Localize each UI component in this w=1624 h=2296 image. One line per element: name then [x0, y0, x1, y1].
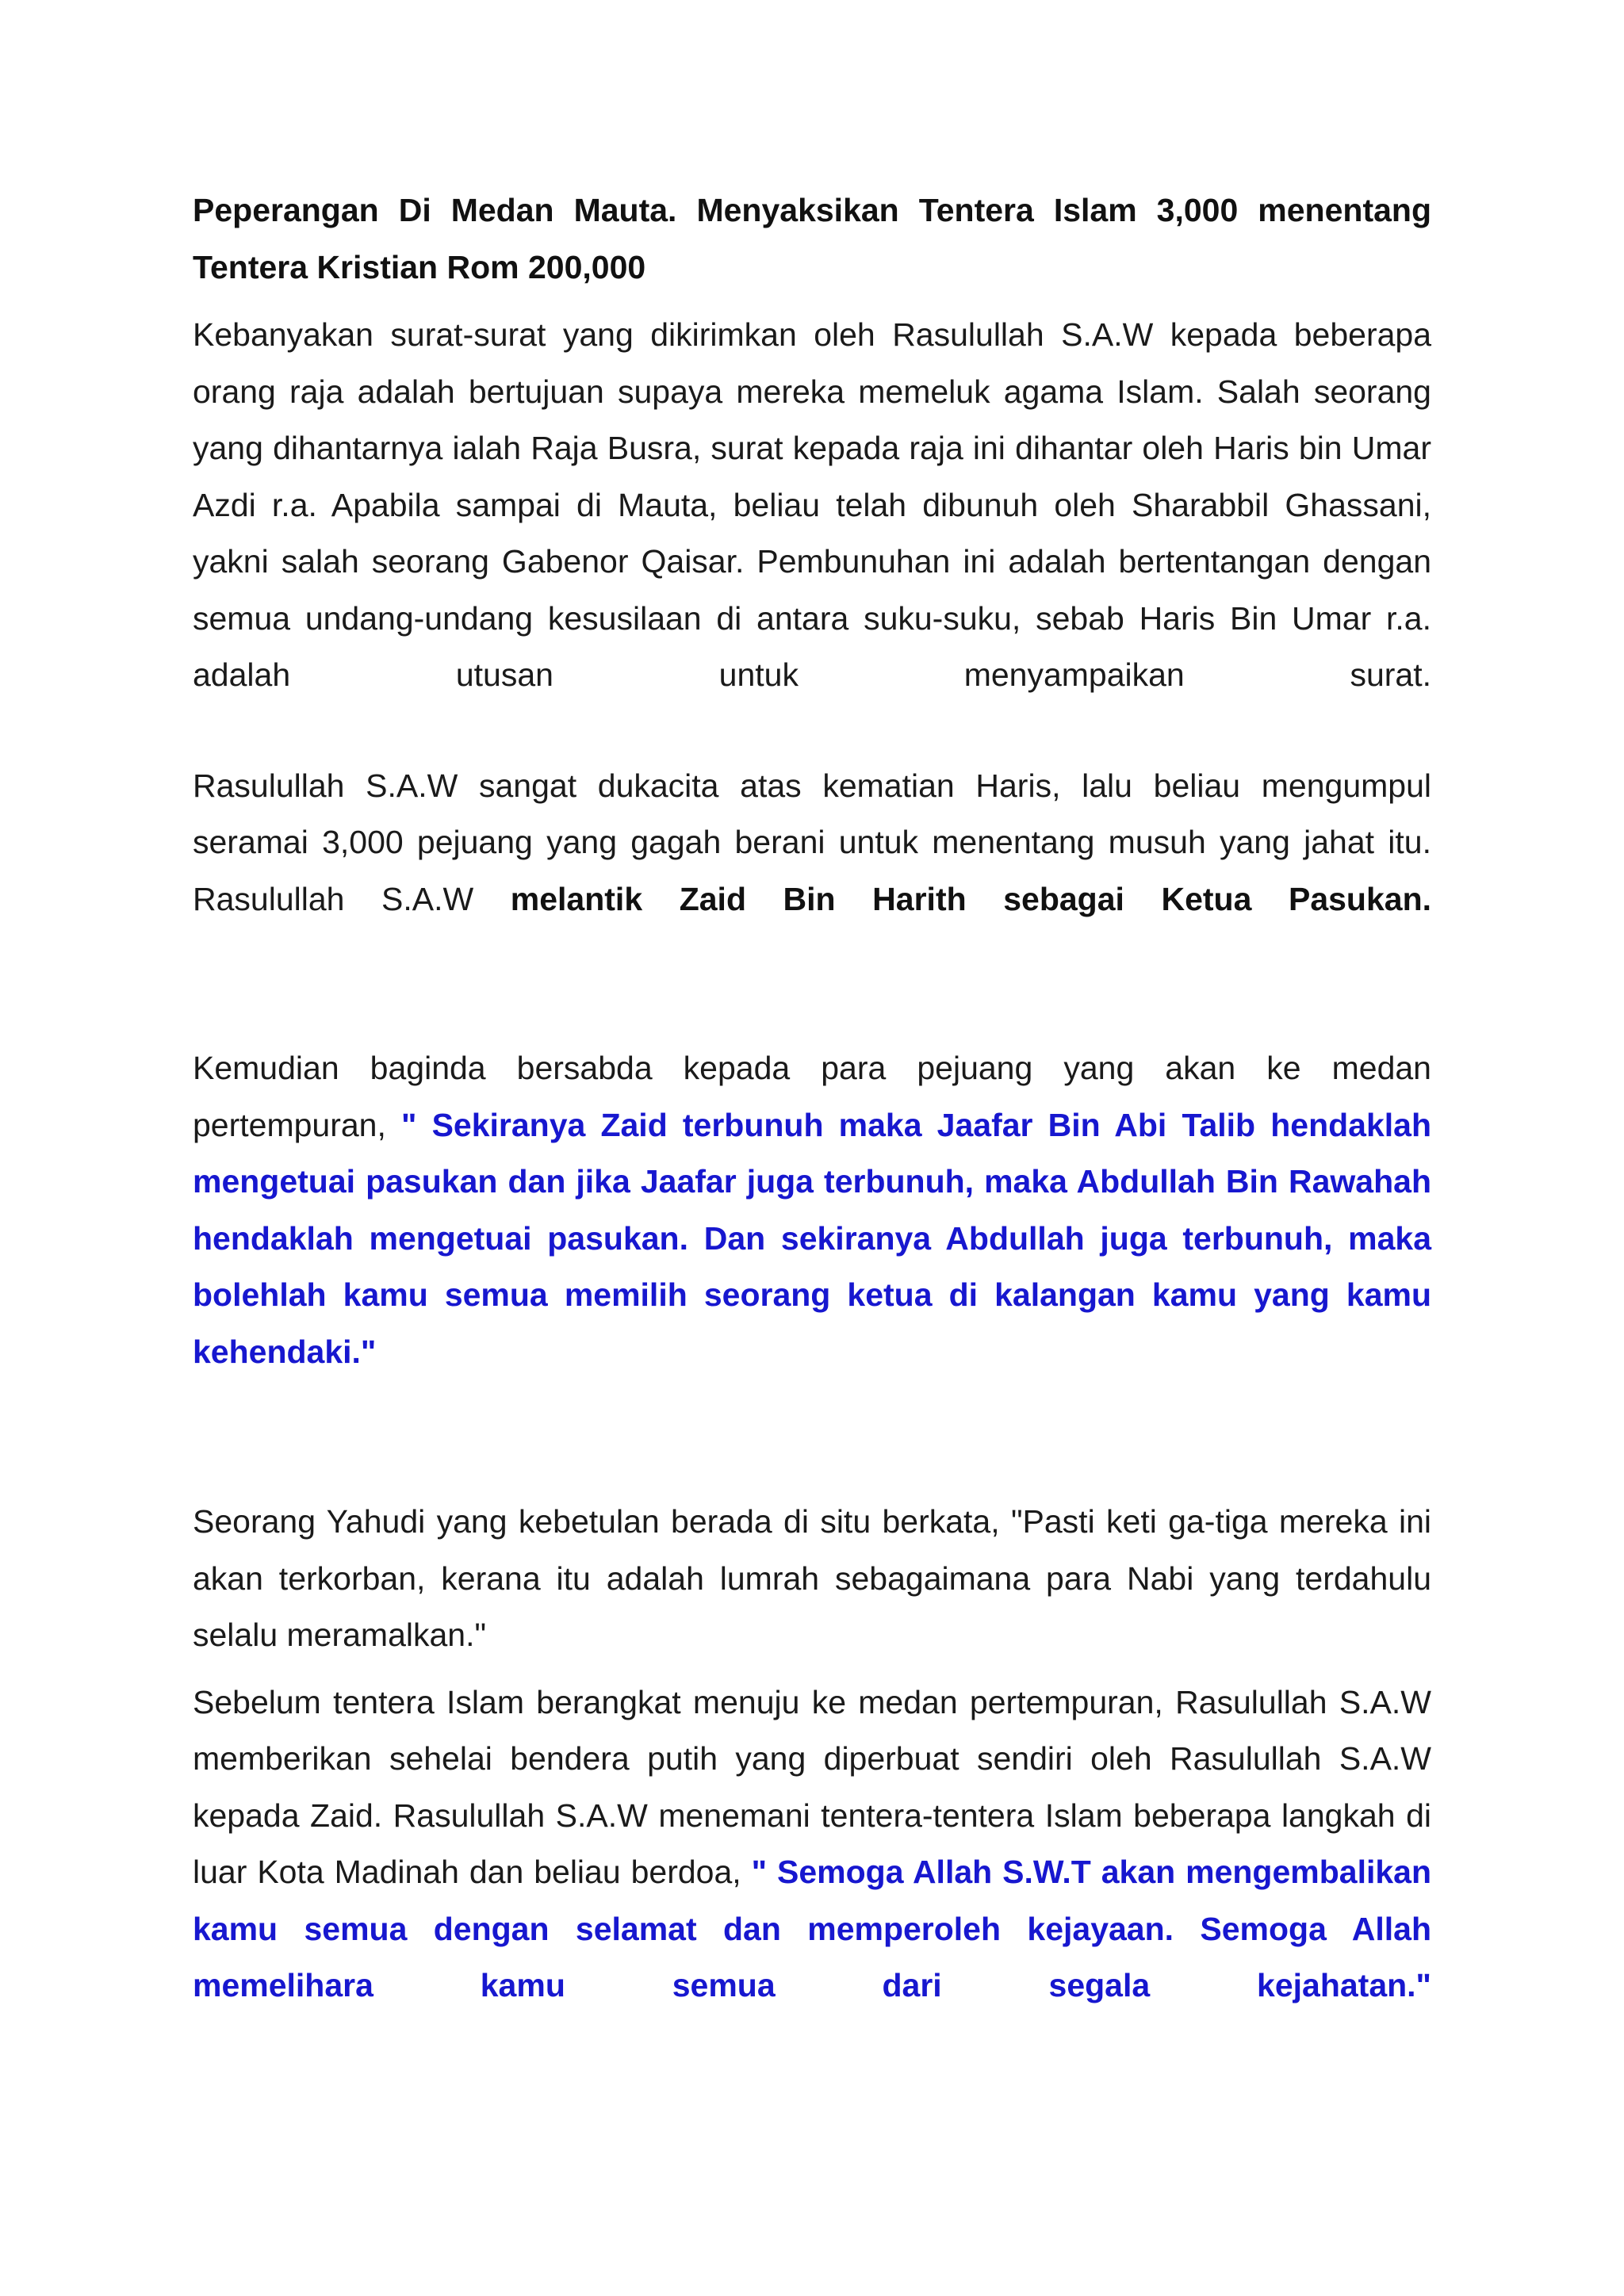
paragraph-3-text: Kemudian baginda bersabda kepada para pejuang yang akan ke medan pertempuran, [193, 1050, 1431, 1143]
document-title: Peperangan Di Medan Mauta. Menyaksikan Tentera Islam 3,000 menentang Tentera Kristian Rom 200,000 [193, 192, 1431, 285]
document-body [193, 182, 1431, 2015]
paragraph-2-text: Rasulullah S.A.W sangat dukacita atas kematian Haris, lalu beliau mengumpul seramai 3,000 pejuang yang gagah berani untuk menentang musuh yang jahat itu. Rasulullah S.A.W [193, 767, 1431, 917]
paragraph-2-bold-text: melantik Zaid Bin Harith sebagai Ketua Pasukan. [510, 880, 1432, 917]
paragraph-5 [193, 1674, 1431, 2015]
paragraph-3-quote: " Sekiranya Zaid terbunuh maka Jaafar Bin Abi Talib hendaklah mengetuai pasukan dan jika Jaafar juga terbunuh, maka Abdullah Bin Rawahah hendaklah mengetuai pasukan. Dan sekiranya Abdullah juga terbunuh, maka bolehlah kamu semua memilih seorang ketua di kalangan kamu yang kamu kehendaki." [193, 1106, 1432, 1370]
paragraph-2 [193, 758, 1431, 928]
paragraph-1: Kebanyakan surat-surat yang dikirimkan oleh Rasulullah S.A.W kepada beberapa orang raja adalah bertujuan supaya mereka memeluk agama Islam. Salah seorang yang dihantarnya ialah Raja Busra, surat kepada raja ini dihantar oleh Haris bin Umar Azdi r.a. Apabila sampai di Mauta, beliau telah dibunuh oleh Sharabbil Ghassani, yakni salah seorang Gabenor Qaisar. Pembunuhan ini adalah bertentangan dengan semua undang-undang kesusilaan di antara suku-suku, sebab Haris Bin Umar r.a. adalah utusan untuk menyampaikan surat. [193, 316, 1431, 693]
paragraph-4: Seorang Yahudi yang kebetulan berada di situ berkata, "Pasti keti ga-tiga mereka ini akan terkorban, kerana itu adalah lumrah sebagaimana para Nabi yang terdahulu selalu meramalkan." [193, 1503, 1431, 1653]
paragraph-3 [193, 1040, 1431, 1380]
paragraph-5-quote: " Semoga Allah S.W.T akan mengembalikan kamu semua dengan selamat dan memperoleh kejayaan. Semoga Allah memelihara kamu semua dari segala kejahatan." [193, 1854, 1432, 2003]
paragraph-5-text: Sebelum tentera Islam berangkat menuju ke medan pertempuran, Rasulullah S.A.W memberikan sehelai bendera putih yang diperbuat sendiri oleh Rasulullah S.A.W kepada Zaid. Rasulullah S.A.W menemani tentera-tentera Islam beberapa langkah di luar Kota Madinah dan beliau berdoa, [193, 1683, 1431, 1890]
